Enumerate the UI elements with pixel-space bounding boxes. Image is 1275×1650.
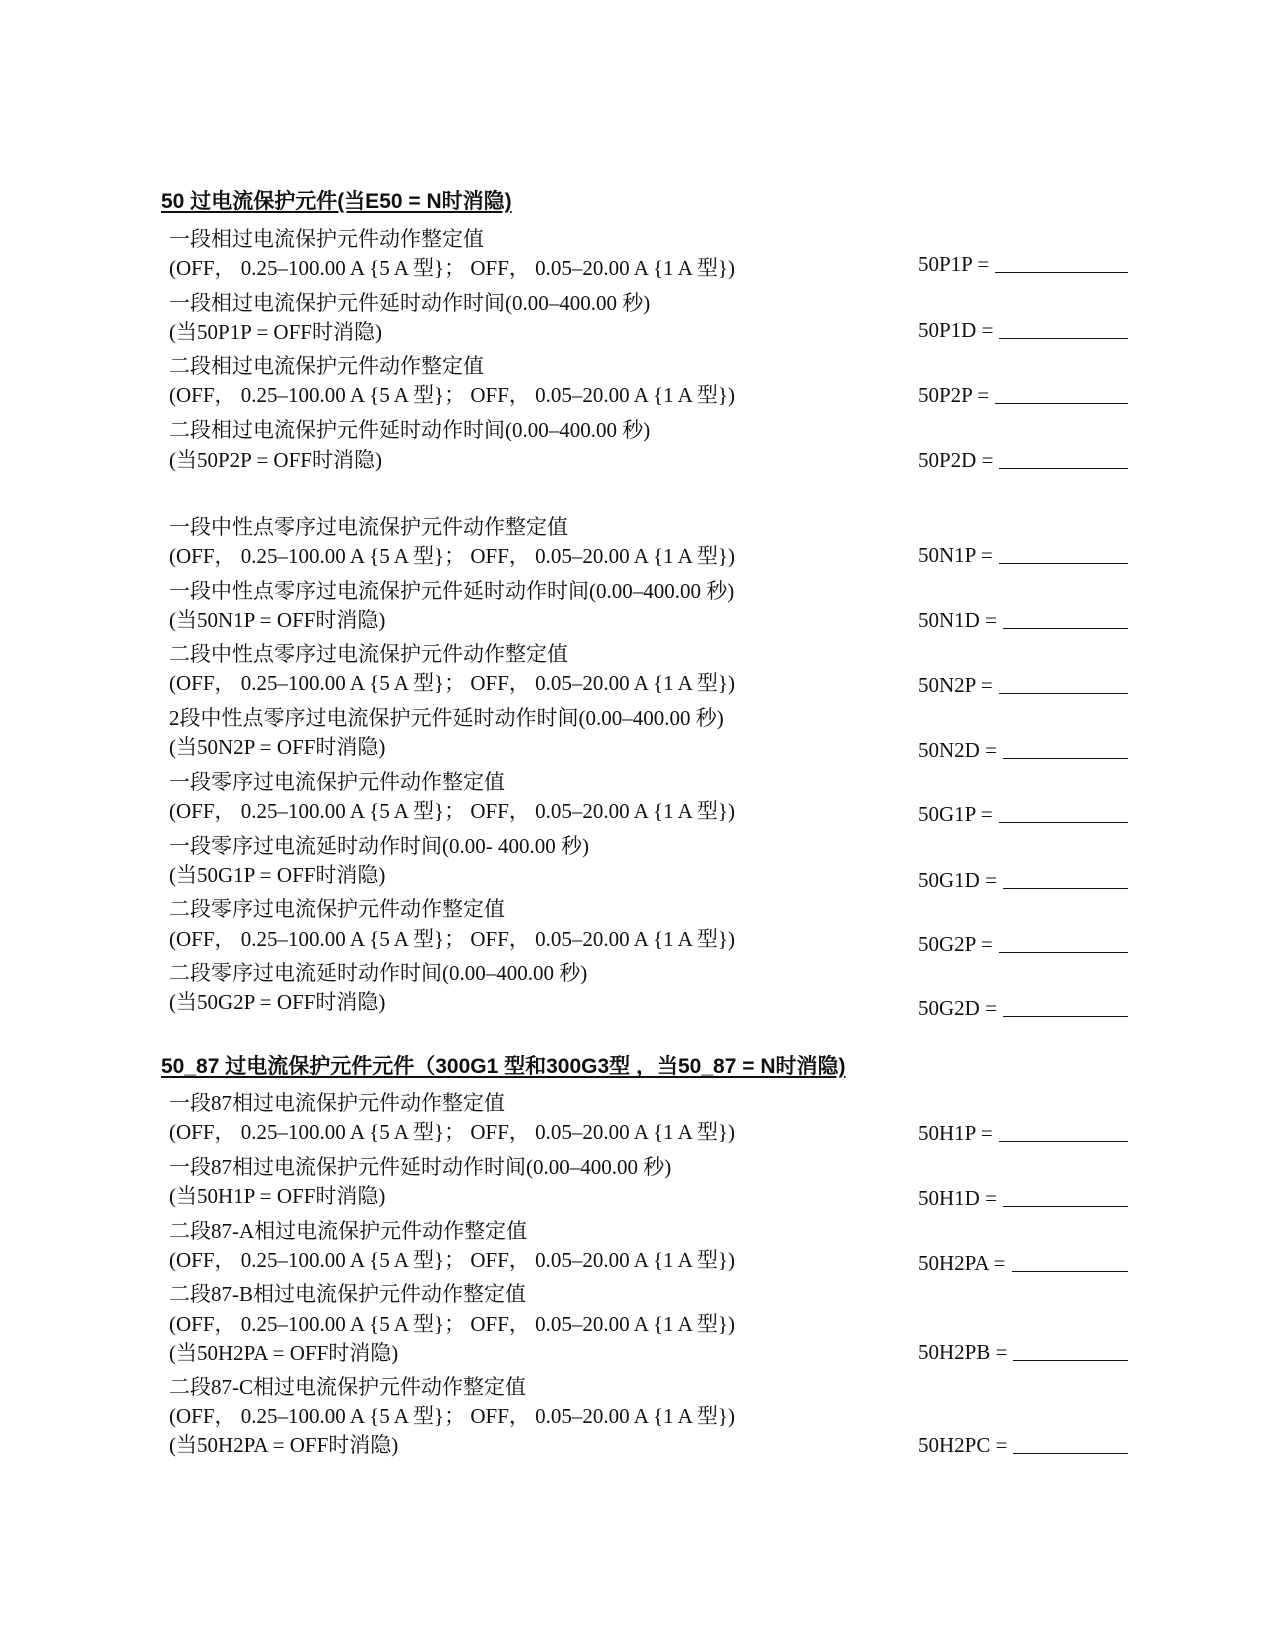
section-heading-50: 50 过电流保护元件(当E50 = N时消隐) — [161, 190, 512, 213]
item-range: (OFF， 0.25–100.00 A {5 A 型}； OFF， 0.05–20.00 A {1 A 型}) — [169, 256, 735, 280]
item-range: (OFF， 0.25–100.00 A {5 A 型}； OFF， 0.05–20.00 A {1 A 型}) — [169, 383, 735, 407]
setting-label: 50P2P = — [918, 383, 990, 407]
item-desc: 一段相过电流保护元件延时动作时间(0.00–400.00 秒) — [169, 291, 651, 315]
item-condition: (当50H1P = OFF时消隐) — [169, 1184, 386, 1208]
item-range: (OFF， 0.25–100.00 A {5 A 型}； OFF， 0.05–20.00 A {1 A 型}) — [169, 927, 735, 951]
setting-field[interactable] — [918, 800, 1128, 828]
setting-blank[interactable] — [1013, 1452, 1128, 1454]
item-desc: 一段87相过电流保护元件动作整定值 — [169, 1091, 505, 1115]
setting-field[interactable] — [918, 316, 1128, 344]
item-condition: (当50H2PA = OFF时消隐) — [169, 1341, 399, 1365]
setting-label: 50H2PB = — [918, 1340, 1008, 1364]
setting-blank[interactable] — [999, 951, 1128, 953]
setting-field[interactable] — [918, 994, 1128, 1022]
item-desc: 二段零序过电流保护元件动作整定值 — [169, 897, 505, 921]
setting-blank[interactable] — [1003, 887, 1128, 889]
setting-label: 50N1D = — [918, 608, 997, 632]
item-desc: 二段相过电流保护元件动作整定值 — [169, 354, 484, 378]
setting-field[interactable] — [918, 446, 1128, 474]
item-desc: 二段相过电流保护元件延时动作时间(0.00–400.00 秒) — [169, 418, 651, 442]
setting-label: 50H1P = — [918, 1121, 993, 1145]
item-range: (OFF， 0.25–100.00 A {5 A 型}； OFF， 0.05–20.00 A {1 A 型}) — [169, 1404, 735, 1428]
setting-field[interactable] — [918, 930, 1128, 958]
item-desc: 一段零序过电流延时动作时间(0.00- 400.00 秒) — [169, 834, 589, 858]
setting-blank[interactable] — [995, 271, 1128, 273]
setting-blank[interactable] — [1003, 757, 1128, 759]
setting-label: 50H1D = — [918, 1186, 997, 1210]
setting-blank[interactable] — [995, 402, 1128, 404]
setting-label: 50P1D = — [918, 318, 994, 342]
setting-field[interactable] — [918, 1249, 1128, 1277]
setting-field[interactable] — [918, 736, 1128, 764]
setting-field[interactable] — [918, 381, 1128, 409]
setting-blank[interactable] — [999, 821, 1128, 823]
item-desc: 一段中性点零序过电流保护元件动作整定值 — [169, 515, 568, 539]
setting-blank[interactable] — [1013, 1359, 1128, 1361]
item-desc: 2段中性点零序过电流保护元件延时动作时间(0.00–400.00 秒) — [169, 706, 724, 730]
item-condition: (当50P1P = OFF时消隐) — [169, 320, 382, 344]
setting-label: 50G1P = — [918, 802, 993, 826]
item-desc: 二段87-B相过电流保护元件动作整定值 — [169, 1282, 526, 1306]
item-condition: (当50G2P = OFF时消隐) — [169, 990, 386, 1014]
setting-field[interactable] — [918, 541, 1128, 569]
setting-field[interactable] — [918, 606, 1128, 634]
setting-blank[interactable] — [999, 467, 1128, 469]
setting-blank[interactable] — [999, 337, 1128, 339]
setting-field[interactable] — [918, 1338, 1128, 1366]
item-desc: 二段87-C相过电流保护元件动作整定值 — [169, 1375, 526, 1399]
item-range: (OFF， 0.25–100.00 A {5 A 型}； OFF， 0.05–20.00 A {1 A 型}) — [169, 799, 735, 823]
section-heading-50-87: 50_87 过电流保护元件元件（300G1 型和300G3型 ，当50_87 = N时消隐) — [161, 1055, 846, 1078]
item-desc: 一段87相过电流保护元件延时动作时间(0.00–400.00 秒) — [169, 1155, 672, 1179]
item-range: (OFF， 0.25–100.00 A {5 A 型}； OFF， 0.05–20.00 A {1 A 型}) — [169, 1248, 735, 1272]
setting-label: 50N2D = — [918, 738, 997, 762]
setting-blank[interactable] — [999, 692, 1128, 694]
setting-label: 50G1D = — [918, 868, 997, 892]
setting-label: 50P1P = — [918, 252, 990, 276]
setting-field[interactable] — [918, 1184, 1128, 1212]
item-range: (OFF， 0.25–100.00 A {5 A 型}； OFF， 0.05–20.00 A {1 A 型}) — [169, 1120, 735, 1144]
setting-field[interactable] — [918, 250, 1128, 278]
setting-blank[interactable] — [999, 562, 1128, 564]
item-desc: 二段中性点零序过电流保护元件动作整定值 — [169, 642, 568, 666]
setting-field[interactable] — [918, 866, 1128, 894]
item-desc: 一段零序过电流保护元件动作整定值 — [169, 770, 505, 794]
item-desc: 二段87-A相过电流保护元件动作整定值 — [169, 1219, 528, 1243]
item-range: (OFF， 0.25–100.00 A {5 A 型}； OFF， 0.05–20.00 A {1 A 型}) — [169, 671, 735, 695]
item-desc: 一段相过电流保护元件动作整定值 — [169, 227, 484, 251]
setting-label: 50N1P = — [918, 543, 993, 567]
setting-label: 50H2PC = — [918, 1433, 1008, 1457]
setting-label: 50H2PA = — [918, 1251, 1006, 1275]
item-desc: 一段中性点零序过电流保护元件延时动作时间(0.00–400.00 秒) — [169, 579, 735, 603]
setting-field[interactable] — [918, 671, 1128, 699]
setting-blank[interactable] — [999, 1140, 1128, 1142]
item-range: (OFF， 0.25–100.00 A {5 A 型}； OFF， 0.05–20.00 A {1 A 型}) — [169, 1312, 735, 1336]
item-desc: 二段零序过电流延时动作时间(0.00–400.00 秒) — [169, 961, 588, 985]
setting-blank[interactable] — [1003, 627, 1128, 629]
item-condition: (当50N2P = OFF时消隐) — [169, 735, 386, 759]
item-condition: (当50G1P = OFF时消隐) — [169, 863, 386, 887]
setting-field[interactable] — [918, 1119, 1128, 1147]
setting-label: 50G2P = — [918, 932, 993, 956]
item-condition: (当50N1P = OFF时消隐) — [169, 608, 386, 632]
item-range: (OFF， 0.25–100.00 A {5 A 型}； OFF， 0.05–20.00 A {1 A 型}) — [169, 544, 735, 568]
setting-field[interactable] — [918, 1431, 1128, 1459]
setting-blank[interactable] — [1003, 1205, 1128, 1207]
item-condition: (当50H2PA = OFF时消隐) — [169, 1433, 399, 1457]
item-condition: (当50P2P = OFF时消隐) — [169, 448, 382, 472]
setting-blank[interactable] — [1012, 1270, 1128, 1272]
setting-label: 50G2D = — [918, 996, 997, 1020]
setting-blank[interactable] — [1003, 1015, 1128, 1017]
setting-label: 50P2D = — [918, 448, 994, 472]
setting-label: 50N2P = — [918, 673, 993, 697]
